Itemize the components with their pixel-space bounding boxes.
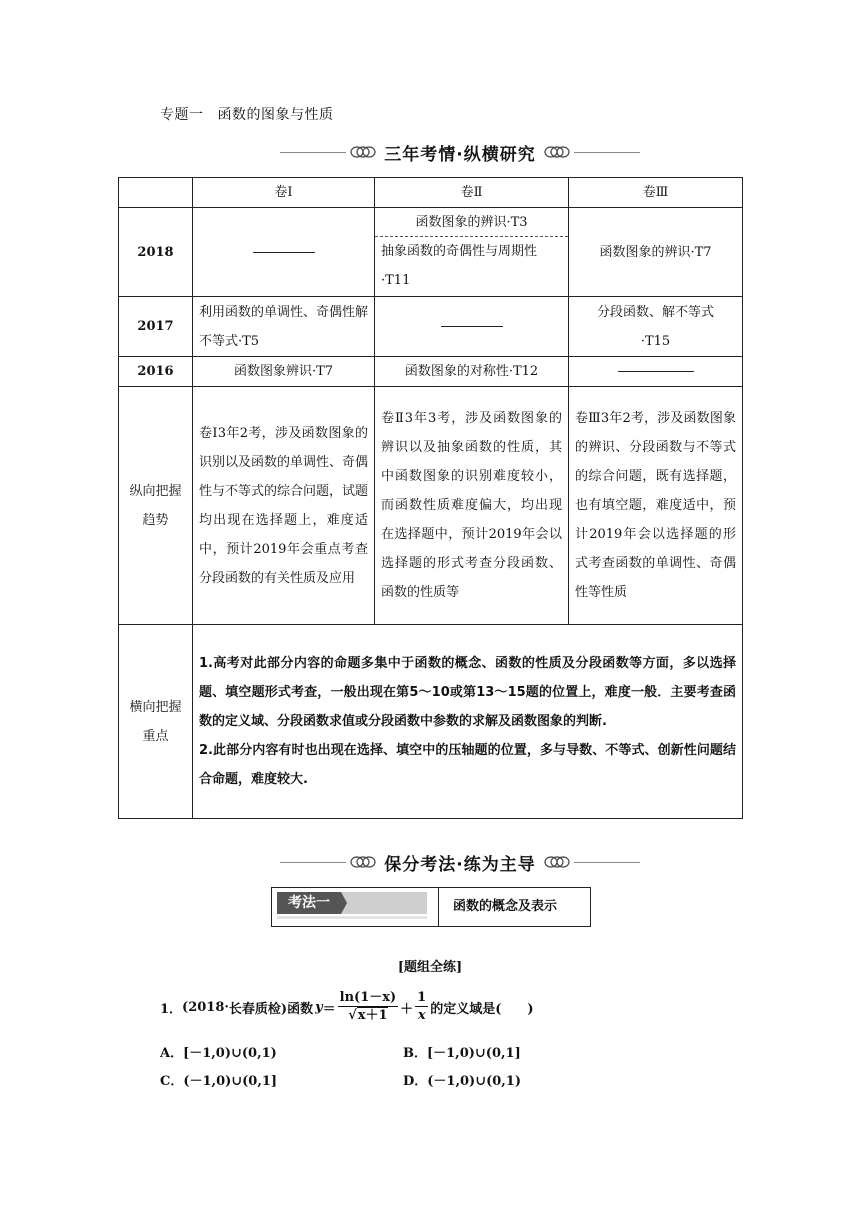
method-tag — [272, 888, 439, 926]
chapter-label: 专题一 — [160, 107, 204, 123]
question-number: 1． — [160, 1002, 183, 1017]
column-header: 卷Ⅱ — [375, 178, 569, 208]
method-tag-label: 考法一 — [277, 892, 341, 914]
year-cell: 2017 — [119, 297, 193, 357]
cell-line: 抽象函数的奇偶性与周期性·T11 — [381, 243, 538, 288]
row-label-cell: 纵向把握趋势 — [119, 387, 193, 625]
option-b: B．[－1,0)∪(0,1] — [403, 1046, 521, 1061]
table-cell: 函数图象的辨识·T7 — [569, 208, 743, 297]
fraction-1 — [338, 990, 399, 1025]
empty-dash-cell — [193, 208, 375, 297]
table-row — [119, 208, 743, 297]
sqrt-radicand: x＋1 — [357, 1008, 388, 1023]
knot-ornament-icon — [544, 145, 570, 159]
knot-ornament-icon — [350, 855, 376, 869]
group-title: [题组全练] — [397, 960, 463, 975]
table-cell: 分段函数、解不等式·T15 — [569, 297, 743, 357]
func-variable: y — [315, 1000, 323, 1015]
table-row — [119, 357, 743, 387]
plus-sign: ＋ — [400, 1002, 414, 1017]
empty-dash-cell — [375, 297, 569, 357]
column-header: 卷Ⅰ — [193, 178, 375, 208]
banner-title: 三年考情·纵横研究 — [384, 144, 536, 165]
table-row — [119, 297, 743, 357]
row-label-cell: 横向把握重点 — [119, 625, 193, 819]
fraction-1-numerator: ln(1－x) — [339, 990, 397, 1005]
banner-title: 保分考法·练为主导 — [384, 854, 536, 875]
table-cell: 卷Ⅰ3年2考，涉及函数图象的识别以及函数的单调性、奇偶性与不等式的综合问题，试题均出现在选择题上，难度适中，预计2019年会重点考查分段函数的有关性质及应用 — [193, 387, 375, 625]
table-cell-wide — [193, 625, 743, 819]
option-c: C．(－1,0)∪(0,1] — [160, 1074, 278, 1089]
method-tag-strip — [277, 916, 427, 919]
fraction-2 — [415, 990, 428, 1025]
question-1 — [160, 990, 534, 1025]
year-cell: 2016 — [119, 357, 193, 387]
banner-rule-left — [280, 862, 346, 863]
table-row — [119, 625, 743, 819]
focus-paragraph: 1.高考对此部分内容的命题多集中于函数的概念、函数的性质及分段函数等方面，多以选择题、填空题形式考查，一般出现在第5～10或第13～15题的位置上，难度一般．主要考查函数的定义域、分段函数求值或分段函数中参数的求解及函数图象的判断. — [199, 656, 736, 729]
column-header: 卷Ⅲ — [569, 178, 743, 208]
exam-analysis-table — [118, 177, 743, 819]
table-cell: 卷Ⅱ3年3考，涉及函数图象的辨识以及抽象函数的性质，其中函数图象的识别难度较小，而函数性质难度偏大，均出现在选择题中，预计2019年会以选择题的形式考查分段函数、函数的性质等 — [375, 387, 569, 625]
option-d: D．(－1,0)∪(0,1) — [403, 1074, 522, 1089]
question-tail: 的定义域是( ) — [430, 1002, 534, 1017]
focus-paragraph: 2.此部分内容有时也出现在选择、填空中的压轴题的位置，多与导数、不等式、创新性问题结合命题，难度较大. — [199, 743, 736, 787]
empty-dash-cell — [569, 357, 743, 387]
table-cell: 利用函数的单调性、奇偶性解不等式·T5 — [193, 297, 375, 357]
method-title: 函数的概念及表示 — [453, 899, 558, 914]
knot-ornament-icon — [544, 855, 570, 869]
banner-rule-left — [280, 152, 346, 153]
table-cell: 函数图象的对称性·T12 — [375, 357, 569, 387]
question-source-close: )函数 — [280, 1002, 314, 1017]
knot-ornament-icon — [350, 145, 376, 159]
table-corner-cell — [119, 178, 193, 208]
table-row — [119, 387, 743, 625]
chapter-header — [160, 104, 334, 124]
table-cell: 函数图象辨识·T7 — [193, 357, 375, 387]
fraction-2-numerator: 1 — [417, 990, 427, 1005]
banner-rule-right — [574, 862, 640, 863]
table-cell — [375, 208, 569, 297]
question-source-name: 长春质检 — [228, 1002, 281, 1017]
cell-line: 函数图象的辨识·T3 — [375, 210, 568, 237]
banner-rule-right — [574, 152, 640, 153]
equals-sign: ＝ — [322, 1002, 336, 1017]
fraction-2-denominator: x — [417, 1008, 426, 1023]
section-banner-research — [280, 139, 640, 165]
option-a: A．[－1,0)∪(0,1) — [160, 1046, 277, 1061]
year-cell: 2018 — [119, 208, 193, 297]
table-cell: 卷Ⅲ3年2考，涉及函数图象的辨识、分段函数与不等式的综合问题，既有选择题，也有填空题，难度适中，预计2019年会以选择题的形式考查函数的单调性、奇偶性等性质 — [569, 387, 743, 625]
method-header-box — [271, 887, 591, 927]
table-header-row — [119, 178, 743, 208]
chapter-title: 函数的图象与性质 — [217, 107, 334, 123]
section-banner-practice — [280, 849, 640, 875]
fraction-1-denominator: √x＋1 — [348, 1008, 388, 1023]
question-source-open: (2018· — [182, 1000, 229, 1015]
